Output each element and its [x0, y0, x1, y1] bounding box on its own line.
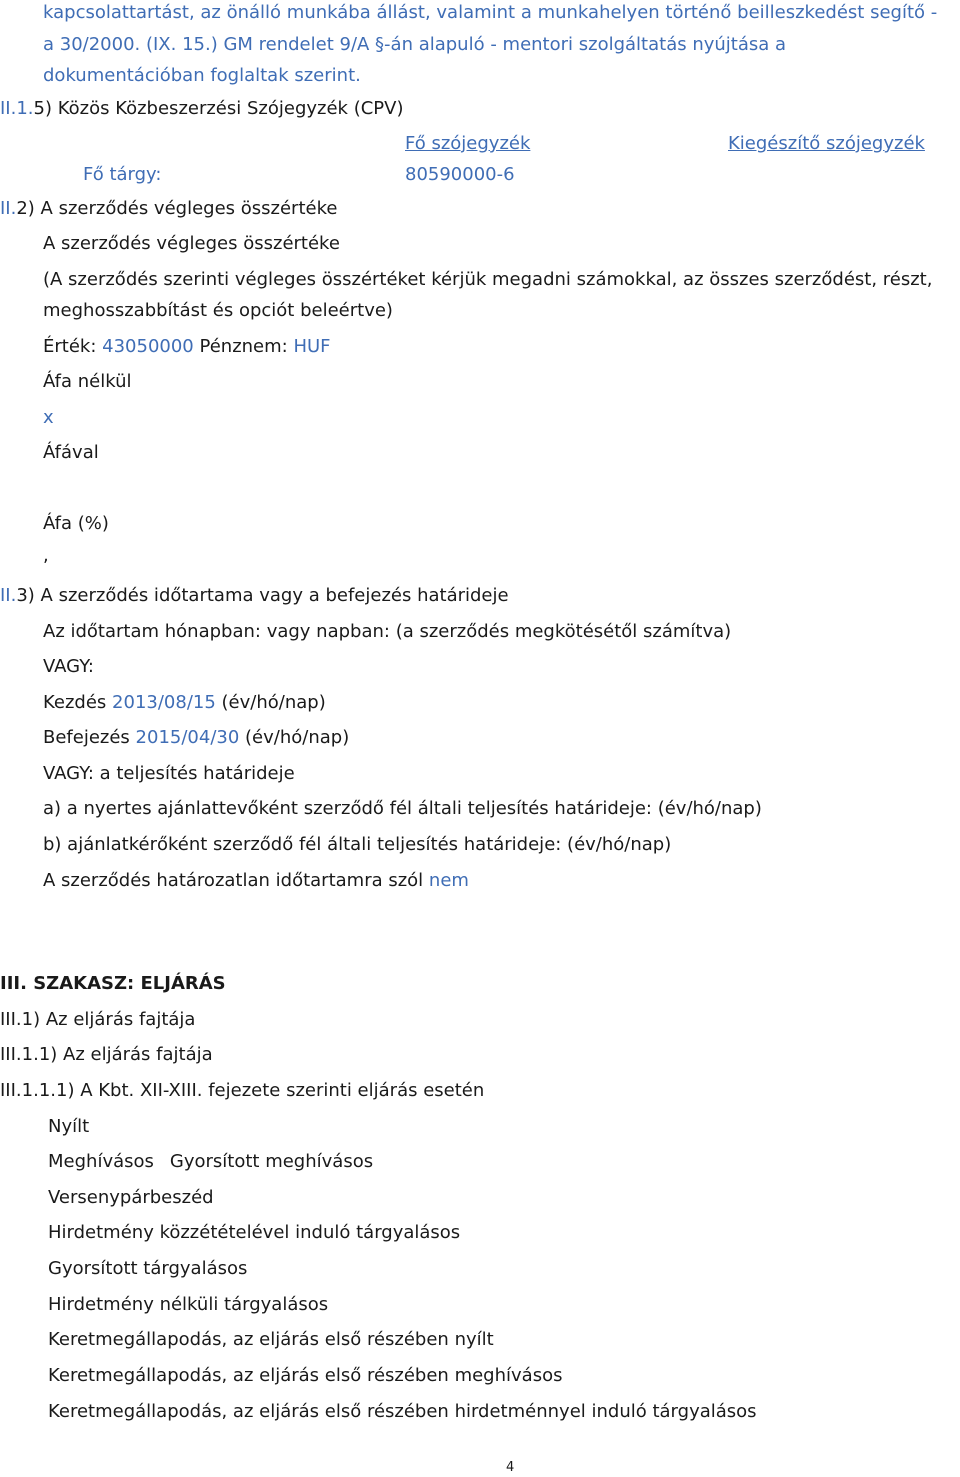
value-heading-text: 2) A szerződés végleges összértéke [16, 198, 338, 219]
value-line [43, 336, 331, 358]
indefinite-line [43, 870, 469, 892]
procedure-option: Nyílt [48, 1116, 90, 1137]
procedure-heading-1: III.1) Az eljárás fajtája [0, 1009, 196, 1030]
procedure-option-meghivasos [48, 1151, 373, 1173]
vat-with: Áfával [43, 442, 99, 463]
value-label: Érték: [43, 336, 97, 357]
cpv-col-extra: Kiegészítő szójegyzék [728, 133, 925, 154]
end-value: 2015/04/30 [135, 727, 240, 748]
end-label: Befejezés [43, 727, 130, 748]
duration-heading [0, 585, 509, 607]
value-heading [0, 198, 337, 220]
procedure-option: Gyorsított tárgyalásos [48, 1258, 248, 1279]
end-line [43, 727, 349, 749]
currency-label: Pénznem: [199, 336, 288, 357]
start-line [43, 692, 326, 714]
vat-percent: Áfa (%) [43, 513, 109, 534]
duration-heading-text: 3) A szerződés időtartama vagy a befejezés határideje [16, 585, 509, 606]
procedure-option: Keretmegállapodás, az eljárás első részében nyílt [48, 1329, 494, 1350]
vat-percent-value: , [43, 545, 49, 566]
value-note-2: meghosszabbítást és opciót beleértve) [43, 300, 393, 321]
value-subheading: A szerződés végleges összértéke [43, 233, 340, 254]
deadline-b: b) ajánlatkérőként szerződő fél általi teljesítés határideje: (év/hó/nap) [43, 834, 672, 855]
indefinite-label: A szerződés határozatlan időtartamra szól [43, 870, 424, 891]
procedure-option: Keretmegállapodás, az eljárás első részében meghívásos [48, 1365, 563, 1386]
procedure-heading-3: III.1.1.1) A Kbt. XII-XIII. fejezete szerinti eljárás esetén [0, 1080, 485, 1101]
value-heading-prefix: II. [0, 198, 17, 219]
page-number: 4 [506, 1460, 515, 1475]
cpv-col-main: Fő szójegyzék [405, 133, 531, 154]
start-label: Kezdés [43, 692, 107, 713]
intro-line-3: dokumentációban foglaltak szerint. [43, 65, 361, 86]
indefinite-value: nem [428, 870, 469, 891]
value-note-1: (A szerződés szerinti végleges összértéket kérjük megadni számokkal, az összes szerződést, részt, [43, 269, 933, 290]
procedure-heading-2: III.1.1) Az eljárás fajtája [0, 1044, 213, 1065]
start-value: 2013/08/15 [112, 692, 216, 713]
duration-or-2: VAGY: a teljesítés határideje [43, 763, 295, 784]
duration-line: Az időtartam hónapban: vagy napban: (a szerződés megkötésétől számítva) [43, 621, 732, 642]
duration-heading-prefix: II. [0, 585, 17, 606]
procedure-option-extra: Gyorsított meghívásos [169, 1151, 374, 1172]
intro-line-1: kapcsolattartást, az önálló munkába állást, valamint a munkahelyen történő beilleszkedést segítő - [43, 2, 938, 23]
cpv-heading-text: 5) Közös Közbeszerzési Szójegyzék (CPV) [33, 98, 404, 119]
vat-without-mark: x [43, 407, 54, 428]
procedure-option: Meghívásos [48, 1151, 154, 1172]
procedure-option: Keretmegállapodás, az eljárás első részében hirdetménnyel induló tárgyalásos [48, 1401, 757, 1422]
intro-line-2: a 30/2000. (IX. 15.) GM rendelet 9/A §-án alapuló - mentori szolgáltatás nyújtása a [43, 34, 787, 55]
currency-value: HUF [293, 336, 331, 357]
deadline-a: a) a nyertes ajánlattevőként szerződő fél általi teljesítés határideje: (év/hó/nap) [43, 798, 762, 819]
start-unit: (év/hó/nap) [221, 692, 326, 713]
procedure-option: Versenypárbeszéd [48, 1187, 214, 1208]
duration-or-1: VAGY: [43, 656, 94, 677]
cpv-row-label: Fő tárgy: [83, 164, 162, 185]
procedure-option: Hirdetmény nélküli tárgyalásos [48, 1294, 329, 1315]
end-unit: (év/hó/nap) [245, 727, 350, 748]
cpv-heading-prefix: II.1. [0, 98, 34, 119]
vat-without: Áfa nélkül [43, 371, 132, 392]
procedure-option: Hirdetmény közzétételével induló tárgyalásos [48, 1222, 461, 1243]
value-amount: 43050000 [102, 336, 194, 357]
section-title: III. SZAKASZ: ELJÁRÁS [0, 973, 226, 994]
cpv-row-value: 80590000-6 [405, 164, 515, 185]
cpv-heading [0, 98, 403, 120]
